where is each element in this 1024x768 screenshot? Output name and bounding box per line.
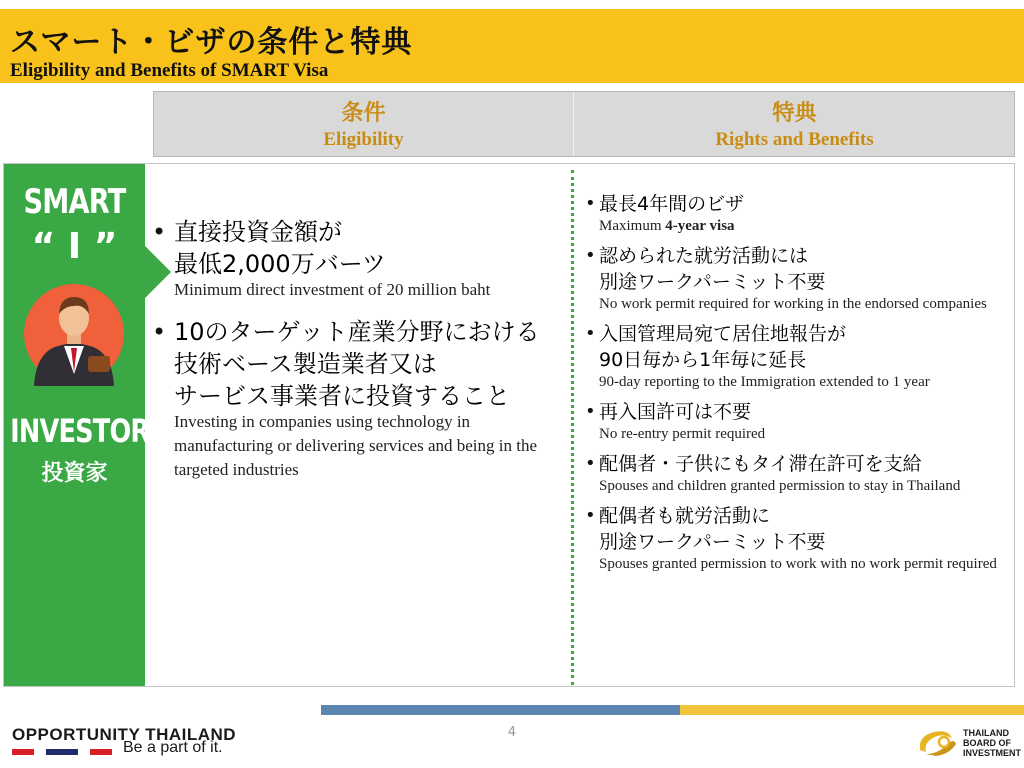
item-text-en: Spouses granted permission to work with no work permit required bbox=[599, 556, 997, 572]
list-item bbox=[585, 321, 1010, 391]
list-item bbox=[152, 316, 568, 482]
item-text-jp: サービス事業者に投資すること bbox=[174, 382, 510, 410]
item-text-en: 90-day reporting to the Immigration extended to 1 year bbox=[599, 374, 930, 390]
investor-label-jp: 投資家 bbox=[41, 461, 108, 486]
boi-name bbox=[963, 728, 1021, 758]
page-title-jp: スマート・ビザの条件と特典 bbox=[10, 25, 413, 60]
eligibility-list bbox=[152, 216, 568, 496]
item-text-jp: 10のターゲット産業分野における bbox=[174, 318, 540, 346]
investor-label: INVESTOR bbox=[10, 412, 150, 450]
benefits-header-en: Rights and Benefits bbox=[715, 129, 874, 150]
category-type: “ I ” bbox=[31, 226, 118, 267]
item-text-jp: 技術ベース製造業者又は bbox=[174, 350, 437, 378]
page-title-en: Eligibility and Benefits of SMART Visa bbox=[10, 60, 329, 81]
bullet: • bbox=[152, 218, 167, 246]
bullet: • bbox=[585, 193, 596, 214]
benefits-header-jp: 特典 bbox=[772, 101, 817, 126]
list-item bbox=[585, 451, 1010, 495]
boi-line: INVESTMENT bbox=[963, 748, 1022, 758]
businessman-icon bbox=[22, 282, 126, 386]
boi-line: BOARD OF bbox=[963, 738, 1011, 748]
item-text-jp: 90日毎から1年毎に延長 bbox=[599, 349, 807, 371]
bullet: • bbox=[585, 453, 596, 474]
footer-bar-yellow bbox=[680, 705, 1024, 715]
eligibility-header-jp: 条件 bbox=[341, 101, 386, 126]
item-text-en: No work permit required for working in the endorsed companies bbox=[599, 296, 987, 312]
eligibility-header bbox=[154, 92, 573, 156]
list-item bbox=[152, 216, 568, 302]
bullet: • bbox=[585, 401, 596, 422]
benefits-list bbox=[585, 191, 1010, 581]
item-text-jp: 直接投資金額が bbox=[174, 218, 342, 246]
item-text-en: Minimum direct investment of 20 million baht bbox=[174, 280, 491, 299]
item-text-jp: 配偶者も就労活動に bbox=[599, 505, 771, 527]
brand-tagline: Be a part of it. bbox=[123, 739, 223, 756]
item-text-jp: 入国管理局宛て居住地報告が bbox=[599, 323, 847, 345]
brand-name: OPPORTUNITY THAILAND bbox=[12, 725, 237, 744]
item-text-jp: 再入国許可は不要 bbox=[599, 401, 752, 423]
item-text-jp: 別途ワークパーミット不要 bbox=[599, 531, 826, 553]
column-divider bbox=[571, 170, 574, 685]
smart-label: SMART bbox=[23, 182, 126, 222]
eligibility-header-en: Eligibility bbox=[323, 129, 404, 150]
item-text-jp: 最低2,000万バーツ bbox=[174, 250, 386, 278]
list-item bbox=[585, 243, 1010, 313]
boi-logo-icon bbox=[914, 724, 960, 758]
item-text-en: Investing in companies using technology in manufacturing or delivering services and being in the targeted industries bbox=[174, 412, 538, 479]
list-item bbox=[585, 191, 1010, 235]
category-panel bbox=[4, 164, 150, 686]
benefits-header bbox=[574, 92, 1015, 156]
bullet: • bbox=[585, 505, 596, 526]
bullet: • bbox=[585, 245, 596, 266]
item-text-jp: 配偶者・子供にもタイ滞在許可を支給 bbox=[599, 453, 922, 475]
list-item bbox=[585, 399, 1010, 443]
item-text-jp: 別途ワークパーミット不要 bbox=[599, 271, 826, 293]
item-text-en: No re-entry permit required bbox=[599, 426, 766, 442]
item-text-en bbox=[599, 217, 1010, 235]
list-item bbox=[585, 503, 1010, 573]
item-text-jp: 認められた就労活動には bbox=[599, 245, 809, 267]
title-banner bbox=[0, 9, 1024, 83]
column-headers bbox=[153, 91, 1015, 157]
footer-bar-blue bbox=[321, 705, 680, 715]
boi-line: THAILAND bbox=[963, 728, 1009, 738]
thai-flag-stripes bbox=[12, 749, 112, 755]
bullet: • bbox=[585, 323, 596, 344]
page-number: 4 bbox=[507, 725, 517, 740]
bullet: • bbox=[152, 318, 167, 346]
item-text-jp: 最長4年間のビザ bbox=[599, 193, 745, 215]
item-text-en-bold: 4-year visa bbox=[665, 218, 735, 234]
item-text-en-prefix: Maximum bbox=[599, 218, 666, 234]
item-text-en: Spouses and children granted permission to stay in Thailand bbox=[599, 478, 961, 494]
